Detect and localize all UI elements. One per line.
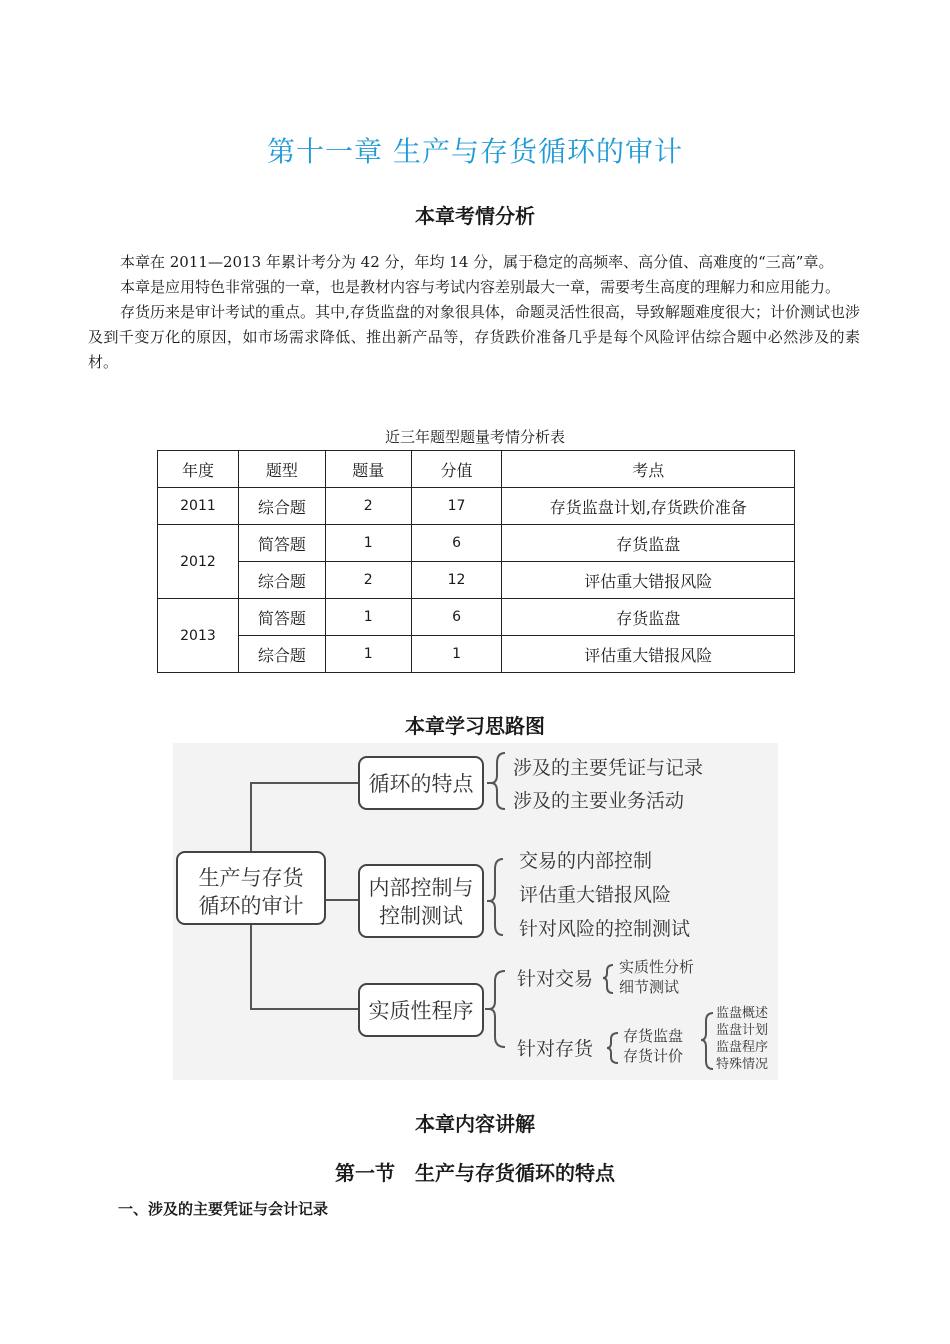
branch-label: 控制测试 (379, 904, 463, 928)
sub-branch-label: 针对存货 (517, 1038, 594, 1060)
paragraph: 本章是应用特色非常强的一章，也是教材内容与考试内容差别最大一章，需要考生高度的理解力和应用能力。 (120, 278, 841, 296)
column-header: 分值 (411, 451, 502, 488)
table-header-row (158, 451, 795, 488)
paragraph: 存货历来是审计考试的重点。其中,存货监盘的对象很具体，命题灵活性很高，导致解题难度很大；计价测试也涉及到千变万化的原因，如市场需求降低、推出新产品等，存货跌价准备几乎是每个风险评估综合题中必然涉及的素材。 (88, 303, 860, 371)
leaf-item: 特殊情况 (716, 1057, 769, 1072)
column-header: 题量 (325, 451, 411, 488)
sub-heading: 一、涉及的主要凭证与会计记录 (118, 1200, 329, 1218)
column-header: 考点 (502, 451, 795, 488)
sub-branch-label: 针对交易 (517, 968, 594, 990)
leaf-item: 存货监盘 (623, 1027, 684, 1045)
exam-analysis-table (157, 450, 795, 673)
branch-label: 内部控制与 (368, 876, 474, 900)
table-row (158, 562, 795, 599)
score-cell: 17 (411, 488, 502, 525)
exam-analysis-body (88, 250, 860, 375)
paragraph: 本章在 2011—2013 年累计考分为 42 分，年均 14 分，属于稳定的高频率、高分值、高难度的“三高”章。 (120, 253, 834, 271)
table-caption: 近三年题型题量考情分析表 (384, 428, 565, 446)
type-cell: 综合题 (238, 562, 325, 599)
content-heading: 本章内容讲解 (415, 1112, 535, 1136)
leaf-item: 监盘程序 (716, 1040, 769, 1055)
count-cell: 1 (325, 636, 411, 673)
count-cell: 2 (325, 562, 411, 599)
column-header: 题型 (238, 451, 325, 488)
year-cell: 2012 (158, 525, 239, 599)
table-row (158, 488, 795, 525)
table-row (158, 636, 795, 673)
branch-item: 涉及的主要业务活动 (513, 790, 685, 812)
type-cell: 综合题 (238, 636, 325, 673)
score-cell: 1 (411, 636, 502, 673)
branch-item: 评估重大错报风险 (519, 884, 672, 906)
leaf-item: 细节测试 (619, 978, 680, 996)
leaf-item: 实质性分析 (619, 958, 695, 976)
branch-item: 涉及的主要凭证与记录 (513, 757, 704, 779)
count-cell: 1 (325, 599, 411, 636)
table-row (158, 599, 795, 636)
type-cell: 综合题 (238, 488, 325, 525)
branch-label: 循环的特点 (368, 772, 474, 796)
exam-analysis-heading: 本章考情分析 (415, 204, 535, 228)
mindmap-heading: 本章学习思路图 (405, 714, 545, 738)
root-label: 生产与存货 (198, 866, 304, 890)
mindmap-diagram (173, 743, 778, 1080)
branch-item: 交易的内部控制 (519, 850, 653, 872)
score-cell: 6 (411, 525, 502, 562)
count-cell: 1 (325, 525, 411, 562)
point-cell: 存货监盘 (502, 525, 795, 562)
score-cell: 6 (411, 599, 502, 636)
table-row (158, 525, 795, 562)
year-cell: 2011 (158, 488, 239, 525)
type-cell: 简答题 (238, 525, 325, 562)
branch-item: 针对风险的控制测试 (519, 918, 691, 940)
column-header: 年度 (158, 451, 239, 488)
chapter-title: 第十一章 生产与存货循环的审计 (267, 135, 683, 168)
score-cell: 12 (411, 562, 502, 599)
leaf-item: 监盘概述 (716, 1006, 769, 1021)
leaf-item: 监盘计划 (716, 1023, 769, 1038)
point-cell: 评估重大错报风险 (502, 636, 795, 673)
root-label: 循环的审计 (198, 894, 304, 918)
count-cell: 2 (325, 488, 411, 525)
branch-label: 实质性程序 (368, 999, 474, 1023)
point-cell: 存货监盘计划,存货跌价准备 (502, 488, 795, 525)
year-cell: 2013 (158, 599, 239, 673)
point-cell: 存货监盘 (502, 599, 795, 636)
section-heading: 第一节 生产与存货循环的特点 (335, 1161, 615, 1185)
type-cell: 简答题 (238, 599, 325, 636)
leaf-item: 存货计价 (623, 1047, 684, 1065)
point-cell: 评估重大错报风险 (502, 562, 795, 599)
